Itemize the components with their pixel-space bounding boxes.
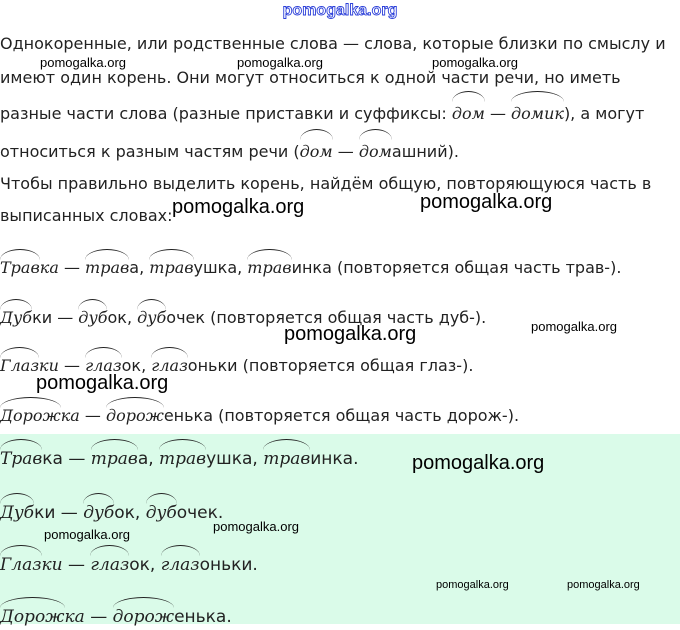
word-dom-root [452,98,485,130]
root-text: Дорож [0,406,61,425]
word-ending: ка [42,449,63,469]
answer-line-dorozhka [0,604,232,630]
root-text: глаз [85,356,122,375]
watermark: pomogalka.org [412,452,545,474]
root-arc [137,299,166,310]
root-text: Дуб [0,503,35,523]
root-text: трав [263,449,311,469]
dash: — [58,356,86,375]
root-word [113,604,174,630]
root-arc [0,397,61,408]
root-text: дорож [105,406,164,425]
watermark: pomogalka.org [237,55,323,70]
dash: — [484,104,512,123]
root-arc [151,347,188,358]
root-word [0,500,34,526]
dash: — [62,555,91,575]
word-domashniy-root [359,136,392,168]
root-text: трав [149,258,194,277]
example-note: (повторяется общая часть трав-). [331,258,622,277]
word-ending: енька. [174,607,232,627]
root-arc [159,439,206,450]
root-word [149,256,193,280]
root-arc [247,249,291,260]
root-arc [263,439,310,450]
word-ending: ка [60,406,80,425]
word-ending: ки [41,555,63,575]
dash: — [84,607,113,627]
theory-text: ). [447,142,459,161]
root-arc [0,493,34,504]
root-text: дорож [112,607,175,627]
word-text: дом [299,142,333,161]
root-word [0,446,42,472]
word-dom-root [300,136,333,168]
word-ending: ок, [114,503,146,523]
root-text: дуб [137,308,167,327]
root-word [106,404,164,428]
example-note: (повторяется общая часть дуб-). [205,308,487,327]
watermark: pomogalka.org [36,372,169,394]
theory-text: разные части слова (разные приставки и суффиксы: [0,104,452,123]
word-ending: инка [291,258,332,277]
answer-line-travka [0,446,359,472]
answer-line-dubki [0,500,223,526]
theory-line-2: имеют один корень. Они могут относиться к одной части речи, но иметь [0,68,621,87]
example-line-travka [0,256,621,280]
word-ending: ушка, [193,258,248,277]
word-ending: ок, [121,356,152,375]
word-ending: ок, [129,555,161,575]
dash: — [52,308,79,327]
root-arc [85,249,129,260]
word-ending: а, [129,258,150,277]
dash: — [62,449,91,469]
watermark: pomogalka.org [432,55,518,70]
dash: — [55,503,84,523]
word-ending: ушка, [206,449,264,469]
watermark: pomogalka.org [420,191,553,213]
word-ending: а, [137,449,160,469]
root-text: Трав [0,449,43,469]
watermark: pomogalka.org [40,55,126,70]
root-arc [0,439,42,450]
word-ending: енька [163,406,214,425]
theory-text: ), а могут [563,104,645,123]
root-word [0,306,32,330]
root-word [0,404,61,428]
root-arc [0,249,40,260]
root-word [247,256,291,280]
example-note: (повторяется общая часть дорож-). [213,406,520,425]
word-text: домик [511,104,564,123]
root-text: глаз [90,555,130,575]
root-word [146,500,177,526]
root-word [91,446,138,472]
watermark: pomogalka.org [436,579,509,591]
theory-line-5: Чтобы правильно выделить корень, найдём общую, повторяющуюся часть в [0,174,652,193]
root-text: Дуб [0,308,33,327]
root-word [83,500,114,526]
root-arc [359,129,392,140]
root-text: Трав [0,258,40,277]
root-arc [78,299,107,310]
word-ending: оньки [187,356,238,375]
dash: — [58,258,86,277]
word-text: дом [358,142,392,161]
word-ending: ки [39,356,59,375]
theory-line-6: выписанных словах: [0,206,173,225]
watermark: pomogalka.org [284,323,417,345]
root-arc [0,597,65,608]
root-arc [91,439,138,450]
root-arc [106,397,164,408]
root-arc [0,347,39,358]
root-text: трав [85,258,130,277]
root-arc [300,129,333,140]
root-arc [0,545,42,556]
answer-line-glazki [0,552,258,578]
watermark: pomogalka.org [531,319,617,334]
word-ending: ок, [107,308,138,327]
word-ending: ки [34,503,56,523]
word-domik-root [511,98,564,130]
root-word [85,256,129,280]
root-word [78,306,107,330]
watermark: pomogalka.org [567,579,640,591]
root-text: трав [247,258,292,277]
root-arc [85,347,122,358]
root-text: дуб [78,308,108,327]
theory-line-3 [0,98,680,130]
watermark: pomogalka.org [44,527,130,542]
root-text: трав [90,449,138,469]
root-word [161,552,200,578]
root-word [0,552,42,578]
theory-line-1: Однокоренные, или родственные слова — слова, которые близки по смыслу и [0,34,666,53]
theory-text: относиться к разным частям речи ( [0,142,300,161]
root-text: Глаз [0,356,40,375]
site-title[interactable]: pomogalka.org [282,2,398,19]
root-word [0,354,39,378]
watermark: pomogalka.org [213,519,299,534]
word-ending: ки [32,308,53,327]
root-text: глаз [160,555,200,575]
dash: — [79,406,106,425]
root-word [159,446,206,472]
root-text: трав [159,449,207,469]
root-arc [83,493,114,504]
root-arc [149,249,193,260]
word-text: дом [451,104,485,123]
root-text: Дорож [0,607,65,627]
root-text: дуб [83,503,115,523]
word-ending: очек. [176,503,224,523]
root-arc [0,299,32,310]
root-arc [90,545,129,556]
example-note: (повторяется общая глаз-). [237,356,474,375]
theory-line-4 [0,136,680,168]
word-ending: инка. [310,449,359,469]
root-word [0,604,65,630]
root-text: дуб [145,503,177,523]
root-word [0,256,40,280]
dash: — [332,142,359,161]
root-arc [113,597,174,608]
word-ending: ка [64,607,85,627]
word-suffix: ашний [391,142,448,161]
root-text: глаз [151,356,188,375]
watermark: pomogalka.org [172,196,305,218]
word-ending: ка [39,258,59,277]
word-ending: оньки. [199,555,258,575]
root-arc [146,493,177,504]
root-arc [161,545,200,556]
root-word [263,446,310,472]
root-word [137,306,166,330]
example-line-dorozhka [0,404,519,428]
word-ending: очек [166,308,206,327]
root-text: Глаз [0,555,42,575]
root-word [90,552,129,578]
